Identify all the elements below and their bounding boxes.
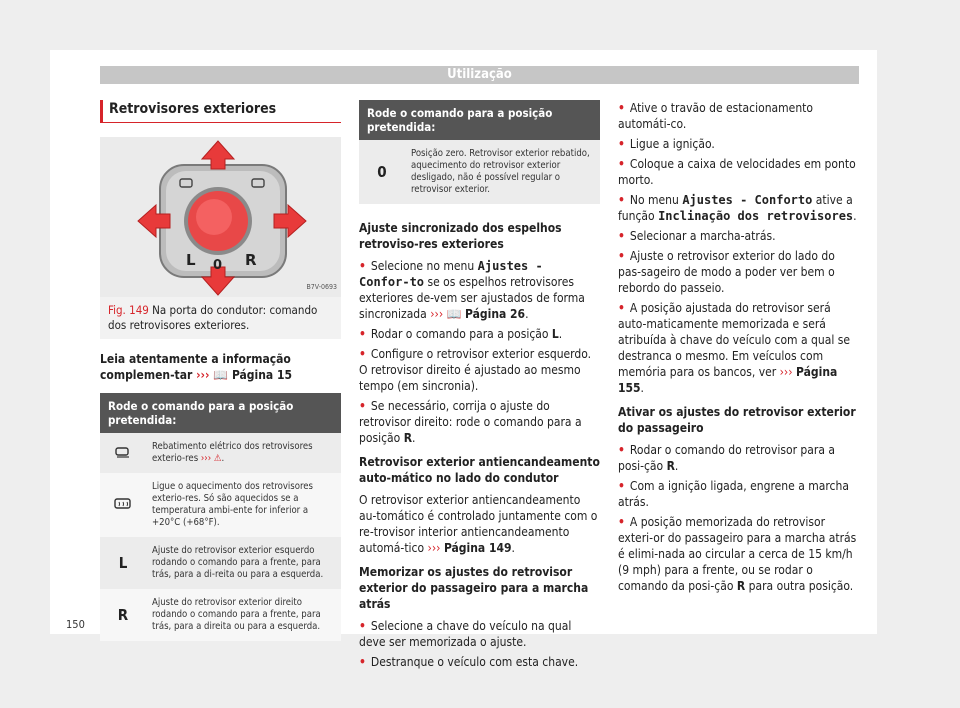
- list-item: • Configure o retrovisor exterior esquerdo. O retrovisor direito é ajustado ao mesmo tempo (em sincronia).: [359, 346, 600, 394]
- list-item: • A posição ajustada do retrovisor será auto-maticamente memorizada e será atribuída à chave do veículo com a qual se destranca o mesmo. Em veículos com memória para os bancos, ver ››› Página 155.: [618, 300, 859, 396]
- intro-text: Leia atentamente a informação complemen-tar: [100, 352, 291, 382]
- knob-label-l: L: [186, 251, 196, 269]
- column-3: [618, 100, 859, 598]
- heated-mirror-icon: [100, 473, 146, 537]
- caption-text: Na porta do condutor: comando dos retrovisores exteriores.: [108, 303, 318, 332]
- list-item: • Ajuste o retrovisor exterior do lado do pas-sageiro de modo a poder ver bem o rebordo do passeio.: [618, 248, 859, 296]
- table-row: [359, 140, 600, 204]
- mirror-control-figure: [100, 137, 341, 297]
- page-number: 150: [66, 618, 85, 631]
- figure-caption: [100, 297, 341, 339]
- page-ref-link[interactable]: Página 149: [443, 541, 512, 555]
- list-item: • Ative o travão de estacionamento automáti-co.: [618, 100, 859, 132]
- table-symbol: R: [100, 589, 146, 641]
- column-1: [100, 100, 341, 641]
- mirror-knob-illustration: [100, 137, 341, 297]
- list-item: • Ligue a ignição.: [618, 136, 859, 152]
- knob-label-r: R: [245, 251, 257, 269]
- anti-dazzle-heading: Retrovisor exterior antiencandeamento auto-mático no lado do condutor: [359, 455, 600, 485]
- section-title: Retrovisores exteriores: [100, 100, 341, 123]
- intro-ref[interactable]: Página 15: [231, 368, 292, 382]
- book-icon: 📖: [446, 307, 462, 321]
- passenger-heading: Ativar os ajustes do retrovisor exterior do passageiro: [618, 405, 856, 435]
- intro-heading: Leia atentamente a informação complemen-tar ››› 📖 Página 15: [100, 352, 292, 382]
- table-row: [100, 589, 341, 641]
- book-icon: 📖: [213, 368, 229, 382]
- list-item: • Selecione a chave do veículo na qual deve ser memorizada o ajuste.: [359, 618, 600, 650]
- table-cell: Rebatimento elétrico dos retrovisores exterio-res ››› ⚠.: [146, 433, 341, 473]
- list-item: • Coloque a caixa de velocidades em ponto morto.: [618, 156, 859, 188]
- table-header: Rode o comando para a posição pretendida:: [100, 393, 341, 433]
- positions-table-2: [359, 100, 600, 204]
- knob-label-zero: 0: [213, 258, 223, 273]
- positions-table-1: [100, 393, 341, 641]
- list-item: • Selecione no menu Ajustes - Confor-to se os espelhos retrovisores exteriores de-vem ser ajustados de forma sincronizada ››› 📖 Página 26.: [359, 258, 600, 322]
- table-cell: Posição zero. Retrovisor exterior rebatido, aquecimento do retrovisor exterior desligado, não é possível regular o retrovisor exterior.: [405, 140, 600, 204]
- chapter-header: Utilização: [100, 66, 859, 84]
- memory-heading: Memorizar os ajustes do retrovisor exterior do passageiro para a marcha atrás: [359, 565, 589, 611]
- table-row: [100, 473, 341, 537]
- list-item: • Com a ignição ligada, engrene a marcha atrás.: [618, 478, 859, 510]
- list-item: • Destranque o veículo com esta chave.: [359, 654, 600, 670]
- anti-dazzle-text: O retrovisor exterior antiencandeamento au-tomático é controlado juntamente com o re-trovisor interior antiencandeamento automá-tico ››› Página 149.: [359, 493, 598, 555]
- table-row: [100, 433, 341, 473]
- list-item: • A posição memorizada do retrovisor exteri-or do passageiro para a marcha atrás é elimi-nada ao circular a cerca de 15 km/h (9 mph) para a frente, ou se rodar o comando da posi-ção R para outra posição.: [618, 514, 859, 594]
- figure-code: B7V-0693: [306, 283, 337, 291]
- table-cell: Ajuste do retrovisor exterior esquerdo rodando o comando para a frente, para trás, para a di-reita ou para a esquerda.: [146, 537, 341, 589]
- list-item: • Rodar o comando do retrovisor para a posi-ção R.: [618, 442, 859, 474]
- caption-number: Fig. 149: [108, 303, 149, 317]
- page-ref-link[interactable]: Página 26: [465, 307, 526, 321]
- table-cell: Ajuste do retrovisor exterior direito rodando o comando para a frente, para trás, para a direita ou para a esquerda.: [146, 589, 341, 641]
- list-item: • Se necessário, corrija o ajuste do retrovisor direito: rode o comando para a posição R.: [359, 398, 600, 446]
- page-ref-link[interactable]: Página 155: [618, 365, 838, 395]
- fold-mirror-icon: [100, 433, 146, 473]
- table-row: [100, 537, 341, 589]
- list-item: • Selecionar a marcha-atrás.: [618, 228, 859, 244]
- list-item: • Rodar o comando para a posição L.: [359, 326, 600, 342]
- sync-heading: Ajuste sincronizado dos espelhos retroviso-res exteriores: [359, 221, 562, 251]
- table-header: Rode o comando para a posição pretendida:: [359, 100, 600, 140]
- list-item: • No menu Ajustes - Conforto ative a função Inclinação dos retrovisores.: [618, 192, 859, 224]
- table-symbol: L: [100, 537, 146, 589]
- table-cell: Ligue o aquecimento dos retrovisores exterio-res. Só são aquecidos se a temperatura ambi-ente for inferior a +20°C (+68°F).: [146, 473, 341, 537]
- table-symbol: 0: [359, 140, 405, 204]
- column-2: [359, 100, 600, 674]
